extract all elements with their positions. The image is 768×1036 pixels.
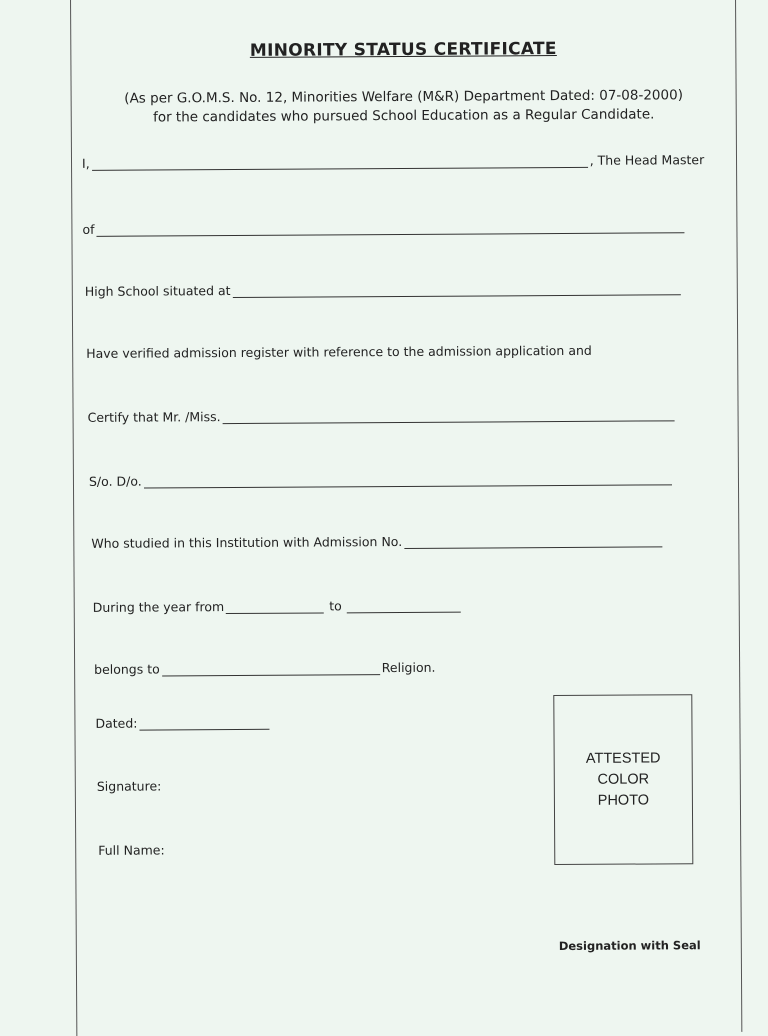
candidate-name-field[interactable] <box>223 408 675 424</box>
verified-text: Have verified admission register with reference to the admission application and <box>86 342 592 361</box>
certificate-title: MINORITY STATUS CERTIFICATE <box>249 39 557 61</box>
religion-row <box>94 660 435 677</box>
parent-name-field[interactable] <box>144 472 672 488</box>
certify-label: Certify that Mr. /Miss. <box>87 409 221 425</box>
admission-number-field[interactable] <box>404 534 662 549</box>
school-name-row <box>82 218 686 237</box>
so-do-label: S/o. D/o. <box>88 473 142 489</box>
subtitle-line-2: for the candidates who pursued School Education as a Regular Candidate. <box>153 106 655 126</box>
school-location-field[interactable] <box>232 282 680 298</box>
parent-name-row <box>89 470 674 489</box>
year-to-field[interactable] <box>347 600 461 614</box>
photo-box <box>553 694 693 865</box>
school-location-row <box>85 280 683 299</box>
head-master-label: , The Head Master <box>589 152 705 168</box>
head-master-name-field[interactable] <box>92 155 588 171</box>
religion-label: Religion. <box>381 659 436 676</box>
dated-row <box>95 715 271 731</box>
certificate-page <box>70 0 742 1036</box>
admission-row <box>91 532 664 550</box>
i-label: I, <box>81 155 90 171</box>
to-label: to <box>329 598 342 614</box>
head-master-row <box>82 152 704 171</box>
verified-row <box>86 343 592 361</box>
designation-label: Designation with Seal <box>558 938 701 954</box>
photo-line-3: PHOTO <box>597 791 650 809</box>
high-school-label: High School situated at <box>84 283 231 299</box>
photo-line-2: COLOR <box>597 770 650 788</box>
subtitle-line-1: (As per G.O.M.S. No. 12, Minorities Welfare (M&R) Department Dated: 07-08-2000) <box>124 87 683 107</box>
year-from-field[interactable] <box>226 600 324 614</box>
candidate-name-row <box>88 406 677 425</box>
year-from-label: During the year from <box>92 599 225 615</box>
belongs-to-label: belongs to <box>94 661 160 677</box>
full-name-label: Full Name: <box>98 842 165 858</box>
of-label: of <box>82 221 95 237</box>
studied-label: Who studied in this Institution with Admission No. <box>91 533 403 551</box>
full-name-row <box>98 842 165 857</box>
signature-row <box>97 778 162 793</box>
photo-line-1: ATTESTED <box>585 749 661 767</box>
dated-label: Dated: <box>95 715 138 731</box>
year-row <box>93 598 463 615</box>
dated-field[interactable] <box>139 717 269 731</box>
school-name-field[interactable] <box>96 220 684 237</box>
signature-label: Signature: <box>96 778 162 794</box>
religion-field[interactable] <box>162 662 380 676</box>
